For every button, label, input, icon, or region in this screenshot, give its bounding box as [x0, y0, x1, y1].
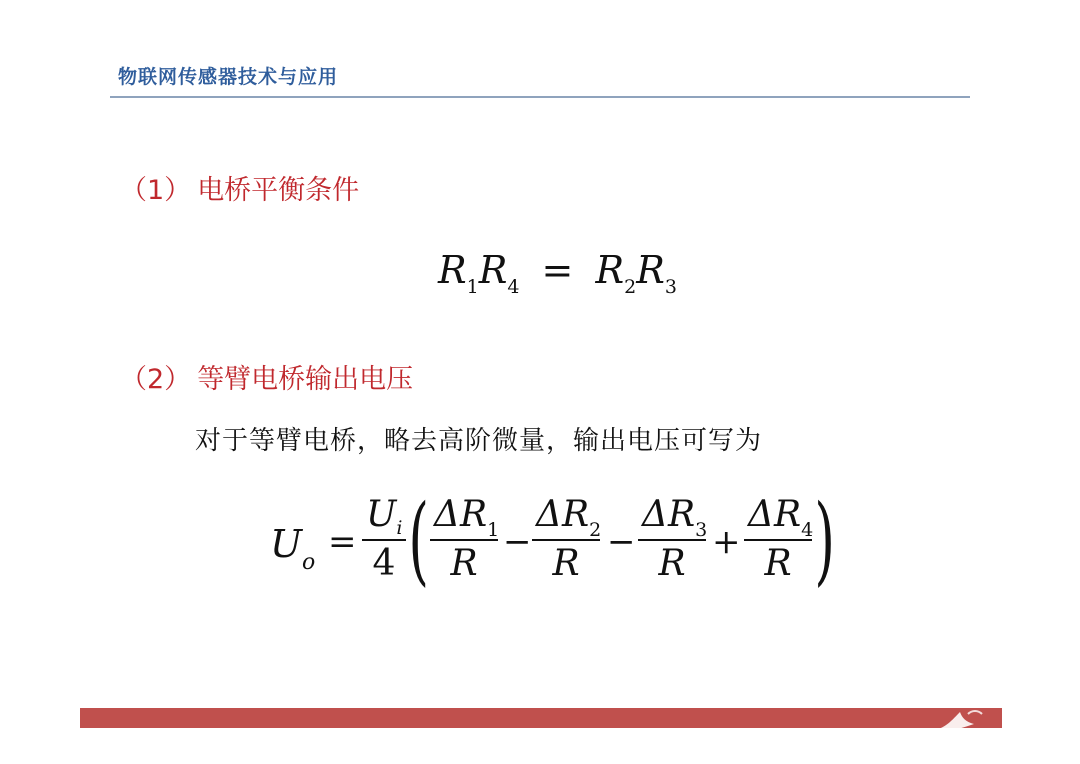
section-heading-1 [120, 168, 359, 207]
eq2-uo [270, 522, 316, 575]
eq1-sub3: 3 [664, 276, 677, 298]
eq2-dr3-text: ΔR [642, 494, 696, 535]
bridge-balance-equation [438, 248, 677, 298]
eq2-den-3: R [658, 543, 686, 584]
eq2-four: 4 [372, 543, 396, 584]
eq2-dr4 [744, 494, 812, 539]
eq2-ui [362, 494, 406, 539]
eq2-frac-1 [430, 494, 498, 584]
eq2-dr2-sub: 2 [589, 519, 602, 541]
eq2-plus: + [712, 522, 741, 562]
eq2-equals: = [328, 522, 357, 562]
header-title: 物联网传感器技术与应用 [118, 66, 339, 88]
eq2-dr1 [430, 494, 498, 539]
eq2-sub-i: i [396, 517, 403, 539]
eq2-den-2: R [552, 543, 580, 584]
eq2-frac-3 [638, 494, 706, 584]
eq2-den-1: R [450, 543, 478, 584]
eq1-sub4: 4 [507, 276, 520, 298]
eq2-dr1-text: ΔR [434, 494, 488, 535]
eq2-u: U [270, 522, 303, 566]
eq1-equals: = [541, 248, 574, 292]
eq2-dr2-text: ΔR [536, 494, 590, 535]
section-title-1: 电桥平衡条件 [197, 175, 360, 206]
section-number-1: （1） [120, 175, 192, 206]
eq1-r4: R [478, 248, 508, 292]
eq2-minus-2: − [607, 522, 636, 562]
explanation-text: 对于等臂电桥，略去高阶微量，输出电压可写为 [195, 426, 763, 456]
eq2-frac-ui [362, 494, 406, 584]
eq1-r1: R [438, 248, 467, 292]
header-divider [110, 96, 970, 98]
eq2-minus-1: − [503, 522, 532, 562]
eq1-r3: R [636, 248, 665, 292]
eq1-sub1: 1 [466, 276, 479, 298]
eq2-dr3-sub: 3 [695, 519, 708, 541]
eq2-sub-o: o [302, 550, 316, 575]
eq2-dr3 [638, 494, 706, 539]
footer-bar [80, 708, 1002, 728]
eq2-den-4: R [764, 543, 792, 584]
footer-logo-icon [932, 706, 1002, 732]
eq2-dr4-text: ΔR [748, 494, 802, 535]
section-title-2: 等臂电桥输出电压 [197, 364, 414, 395]
output-voltage-equation [270, 484, 836, 602]
eq1-r2: R [595, 248, 625, 292]
eq2-right-paren: ) [814, 484, 836, 596]
eq1-sub2: 2 [624, 276, 637, 298]
eq2-ui-letter: U [366, 494, 397, 535]
eq2-frac-2 [532, 494, 600, 584]
section-heading-2 [120, 357, 413, 396]
eq2-frac-4 [744, 494, 812, 584]
section-number-2: （2） [120, 364, 192, 395]
eq2-left-paren: ( [408, 484, 430, 596]
eq2-dr2 [532, 494, 600, 539]
eq2-dr1-sub: 1 [487, 519, 500, 541]
eq2-dr4-sub: 4 [801, 519, 814, 541]
